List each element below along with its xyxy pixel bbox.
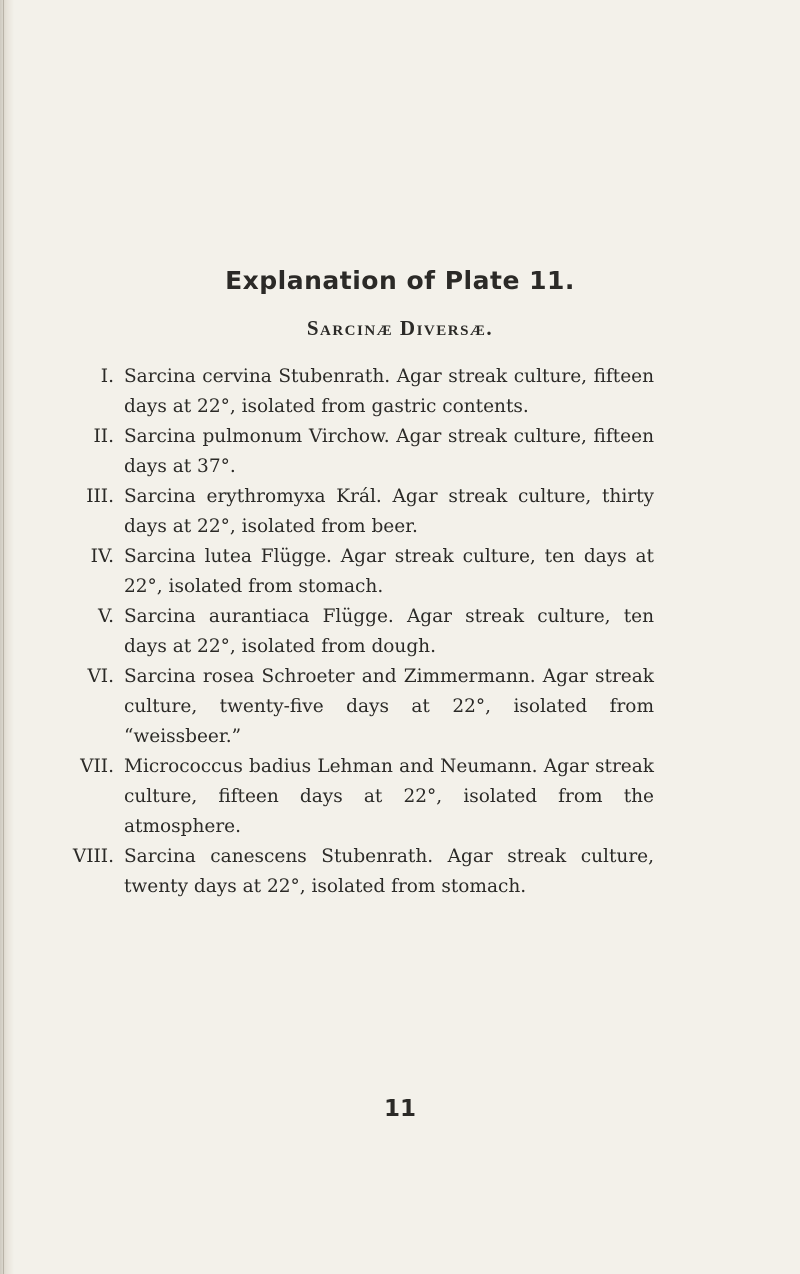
entry-2 xyxy=(0,422,800,482)
entry-numeral: III. xyxy=(86,486,114,507)
plate-title: Explanation of Plate 11. xyxy=(225,266,575,295)
entry-8 xyxy=(0,842,800,902)
entry-5 xyxy=(0,602,800,662)
entry-6 xyxy=(0,662,800,752)
entry-3 xyxy=(0,482,800,542)
entry-numeral: IV. xyxy=(90,546,114,567)
entry-7 xyxy=(0,752,800,842)
entry-numeral: V. xyxy=(97,606,114,627)
entry-description: Micrococcus badius Lehman and Neumann. Agar streak culture, fifteen days at 22°, isolated from the atmosphere. xyxy=(124,756,654,837)
entry-1 xyxy=(0,362,800,422)
entry-description: Sarcina lutea Flügge. Agar streak culture, ten days at 22°, isolated from stomach. xyxy=(124,546,654,597)
entry-description: Sarcina canescens Stubenrath. Agar streak culture, twenty days at 22°, isolated from stomach. xyxy=(124,846,654,897)
entry-description: Sarcina aurantiaca Flügge. Agar streak culture, ten days at 22°, isolated from dough. xyxy=(124,606,654,657)
entry-4 xyxy=(0,542,800,602)
entry-numeral: II. xyxy=(93,426,114,447)
plate-explanation-list xyxy=(0,362,800,902)
entry-numeral: I. xyxy=(100,366,114,387)
entry-numeral: VI. xyxy=(87,666,114,687)
plate-subtitle: Sarcinæ Diversæ. xyxy=(306,316,494,340)
entry-description: Sarcina cervina Stubenrath. Agar streak culture, fifteen days at 22°, isolated from gastric contents. xyxy=(124,366,654,417)
entry-numeral: VII. xyxy=(80,756,114,777)
entry-description: Sarcina rosea Schroeter and Zimmermann. Agar streak culture, twenty-five days at 22°, isolated from “weissbeer.” xyxy=(124,666,654,747)
entry-description: Sarcina pulmonum Virchow. Agar streak culture, fifteen days at 37°. xyxy=(124,426,654,477)
page-number: 11 xyxy=(383,1096,416,1122)
entry-description: Sarcina erythromyxa Král. Agar streak culture, thirty days at 22°, isolated from beer. xyxy=(124,486,654,537)
entry-numeral: VIII. xyxy=(72,846,114,867)
